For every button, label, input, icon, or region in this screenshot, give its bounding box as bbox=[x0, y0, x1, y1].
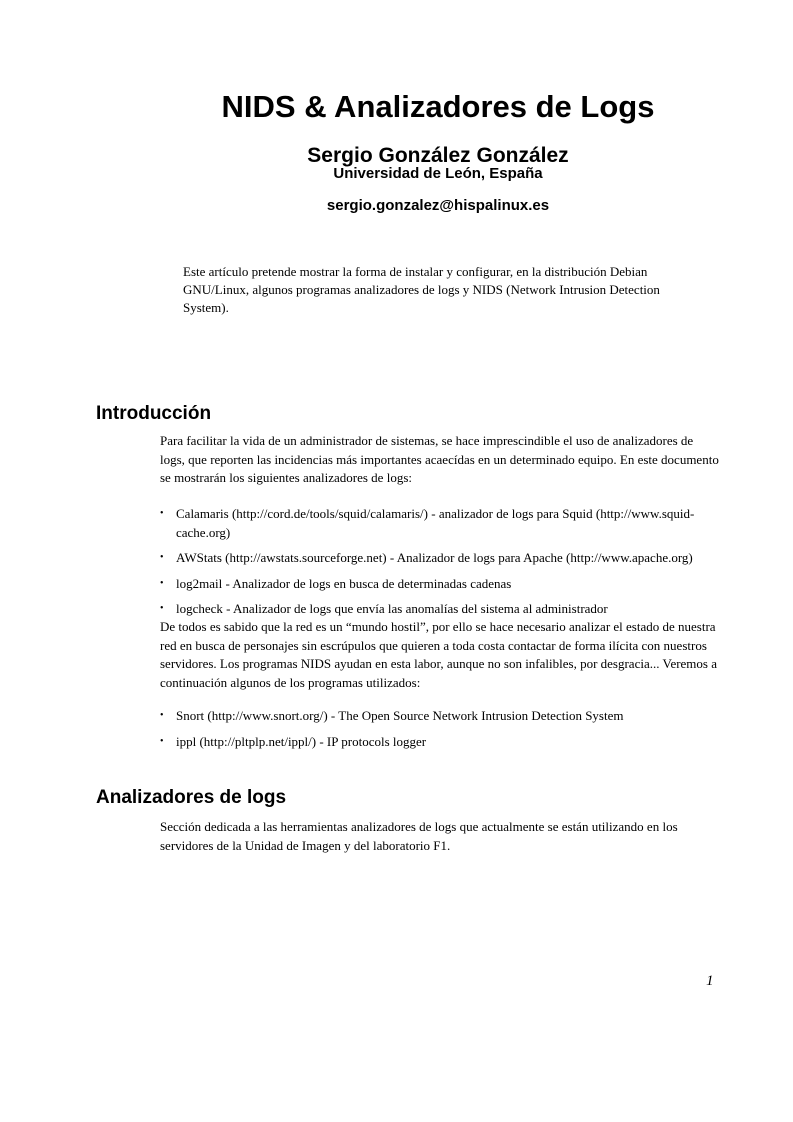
page-number: 1 bbox=[706, 973, 714, 989]
page-title: NIDS & Analizadores de Logs bbox=[221, 89, 655, 124]
list-item-text: Snort (http://www.snort.org/) - The Open Source Network Intrusion Detection System bbox=[176, 708, 624, 723]
author-name: Sergio González González bbox=[307, 144, 569, 167]
list-item bbox=[160, 575, 735, 594]
nids-programs-list bbox=[160, 707, 735, 758]
list-item bbox=[160, 707, 735, 726]
author-affiliation: Universidad de León, España bbox=[333, 165, 543, 182]
list-item-text: log2mail - Analizador de logs en busca de determinadas cadenas bbox=[176, 575, 512, 591]
list-item bbox=[160, 733, 735, 752]
bullet-icon: • bbox=[160, 735, 164, 747]
abstract: Este artículo pretende mostrar la forma de instalar y configurar, en la distribución Debian GNU/Linux, algunos programas analizadores de logs y NIDS (Network Intrusion Detection System). bbox=[183, 264, 660, 315]
bullet-icon: • bbox=[160, 552, 164, 563]
section-heading-analizadores: Analizadores de logs bbox=[96, 787, 287, 808]
section-heading-introduccion: Introducción bbox=[96, 403, 212, 424]
intro-paragraph-1: Para facilitar la vida de un administrador de sistemas, se hace imprescindible el uso de analizadores de logs, que reporten las incidencias más importantes acaecídas en un determinado equipo. En este documento se mostrarán los siguientes analizadores de logs: bbox=[160, 433, 719, 485]
list-item bbox=[160, 600, 735, 619]
list-item-text: logcheck - Analizador de logs que envía las anomalías del sistema al administrador bbox=[176, 601, 608, 616]
bullet-icon: • bbox=[160, 710, 164, 721]
logs-paragraph: Sección dedicada a las herramientas analizadores de logs que actualmente se están utilizando en los servidores de la Unidad de Imagen y del laboratorio F1. bbox=[160, 819, 678, 853]
bullet-icon: • bbox=[160, 577, 164, 589]
list-item bbox=[160, 549, 735, 568]
list-item-text: Calamaris (http://cord.de/tools/squid/calamaris/) - analizador de logs para Squid (http://www.squid-cache.org) bbox=[176, 506, 695, 540]
author-email: sergio.gonzalez@hispalinux.es bbox=[326, 197, 550, 214]
intro-paragraph-2: De todos es sabido que la red es un “mundo hostil”, por ello se hace necesario analizar el estado de nuestra red en busca de personajes sin escrúpulos que quieren a toda costa contactar de forma ilícita con nuestros servidores. Los programas NIDS ayudan en esta labor, aunque no son infalibles, por desgracia... Veremos a continuación algunos de los programas utilizados: bbox=[160, 619, 718, 690]
list-item-text: AWStats (http://awstats.sourceforge.net) - Analizador de logs para Apache (http://www.apache.org) bbox=[176, 550, 693, 565]
list-item-text: ippl (http://pltplp.net/ippl/) - IP protocols logger bbox=[176, 733, 427, 749]
list-item bbox=[160, 505, 735, 542]
log-analyzers-list bbox=[160, 505, 735, 626]
bullet-icon: • bbox=[160, 508, 164, 519]
bullet-icon: • bbox=[160, 603, 164, 614]
